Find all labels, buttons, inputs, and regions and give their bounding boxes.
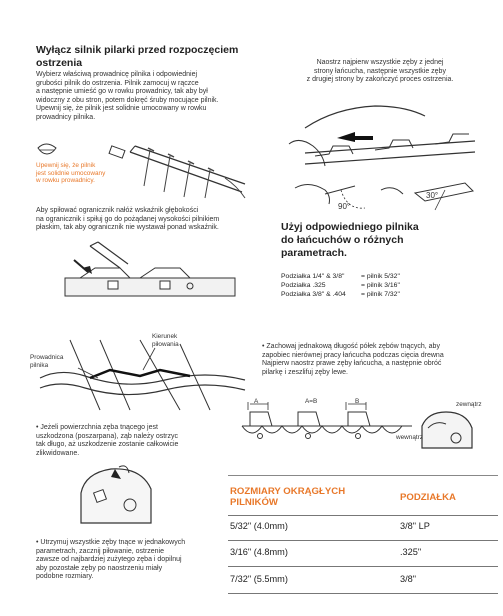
table-bottom-rule <box>228 593 498 594</box>
spec-row: Podziałka .325 = pilnik 3/16" <box>281 282 400 289</box>
depth-gauge-paragraph: Aby spiłować ogranicznik nałóż wskaźnik głębokości na ogranicznik i spiłuj go do pożądanej wysokości pilnikiem płaskim, tak aby ogranicznik nie wystawał ponad wskaźnik. <box>36 207 220 232</box>
label-outside: zewnątrz <box>456 401 482 408</box>
label-file-guide: Prowadnica pilnika <box>30 354 64 369</box>
damaged-tooth-illustration <box>75 465 165 530</box>
file-secured-note: Upewnij się, że pilnik jest solidnie umocowany w rowku prowadnicy. <box>36 162 106 185</box>
table-row-1-pitch: 3/8" LP <box>400 521 430 531</box>
table-row-3-size: 7/32" (5.5mm) <box>230 574 288 584</box>
intro-paragraph: Wybierz właściwą prowadnicę pilnika i odpowiedniej grubości pilnik do ostrzenia. Pilnik zamocuj w rączce a następnie umieść go w rowku prowadnicy, tak aby był widoczny z obu stron, potem dokręć śruby mocujące pilnik. Upewnij się, że pilnik jest solidnie umocowany w rowku prowadnicy pilnika. <box>36 71 219 121</box>
chain-file-guide-illustration <box>30 330 260 420</box>
table-row-2-size: 3/16" (4.8mm) <box>230 547 288 557</box>
chain-length-illustration <box>240 398 415 453</box>
table-row-1-size: 5/32" (4.0mm) <box>230 521 288 531</box>
depth-gauge-illustration <box>60 238 240 308</box>
tooth-side-illustration <box>418 408 478 456</box>
spec-row: Podziałka 3/8" & .404 = pilnik 7/32" <box>281 291 400 298</box>
label-a: A <box>254 398 259 405</box>
table-row-2-pitch: .325" <box>400 547 422 557</box>
spec-row: Podziałka 1/4" & 3/8" = pilnik 5/32" <box>281 273 400 280</box>
main-title: Wyłącz silnik pilarki przed rozpoczęciem ostrzenia <box>36 44 239 69</box>
angle-30-label: 30° <box>426 191 439 200</box>
label-filing-direction: Kierunek piłowania <box>152 333 179 348</box>
table-header-file-sizes: ROZMIARY OKRĄGŁYCH PILNIKÓW <box>230 486 346 508</box>
hand-filing-illustration <box>285 98 485 233</box>
table-top-rule <box>228 475 498 476</box>
table-header-rule <box>228 515 498 516</box>
table-row-rule <box>228 566 498 567</box>
angle-90-label: 90° <box>338 202 351 211</box>
keep-teeth-equal-paragraph: • Utrzymuj wszystkie zęby tnące w jednakowych parametrach, zacznij piłowanie, ostrzenie zawsze od najbardziej zużytego zęba i dopilnuj aby pozostałe zęby po naostrzeniu miały podobne rozmiary. <box>36 539 186 581</box>
table-row-3-pitch: 3/8" <box>400 574 417 584</box>
damaged-tooth-paragraph: • Jeżeli powierzchnia zęba tnącego jest uszkodzona (poszarpana), ząb należy ostrzyc tak długo, aż uszkodzenie zostanie całkowicie zlikwidowane. <box>36 424 179 457</box>
label-inside: wewnątrz <box>396 434 423 441</box>
label-a-equals-b: A=B <box>305 398 318 405</box>
sharpen-one-side-paragraph: Naostrz najpierw wszystkie zęby z jednej strony łańcucha, następnie wszystkie zęby z drugiej strony by zakończyć proces ostrzenia. <box>306 59 454 84</box>
label-b: B <box>355 398 360 405</box>
file-spec-list <box>281 272 481 299</box>
equal-length-paragraph: • Zachowaj jednakową długość półek zębów tnących, aby zapobiec nierównej pracy łańcucha podczas cięcia drewna Najpierw naostrz prawe zęby łańcucha, a następnie obróć pilarkę i zeszlifuj zęby lewe. <box>262 343 444 376</box>
table-row-rule <box>228 540 498 541</box>
table-header-pitch: PODZIAŁKA <box>400 492 456 503</box>
right-section-title: Użyj odpowiedniego pilnika do łańcuchów o różnych parametrach. <box>281 221 419 259</box>
